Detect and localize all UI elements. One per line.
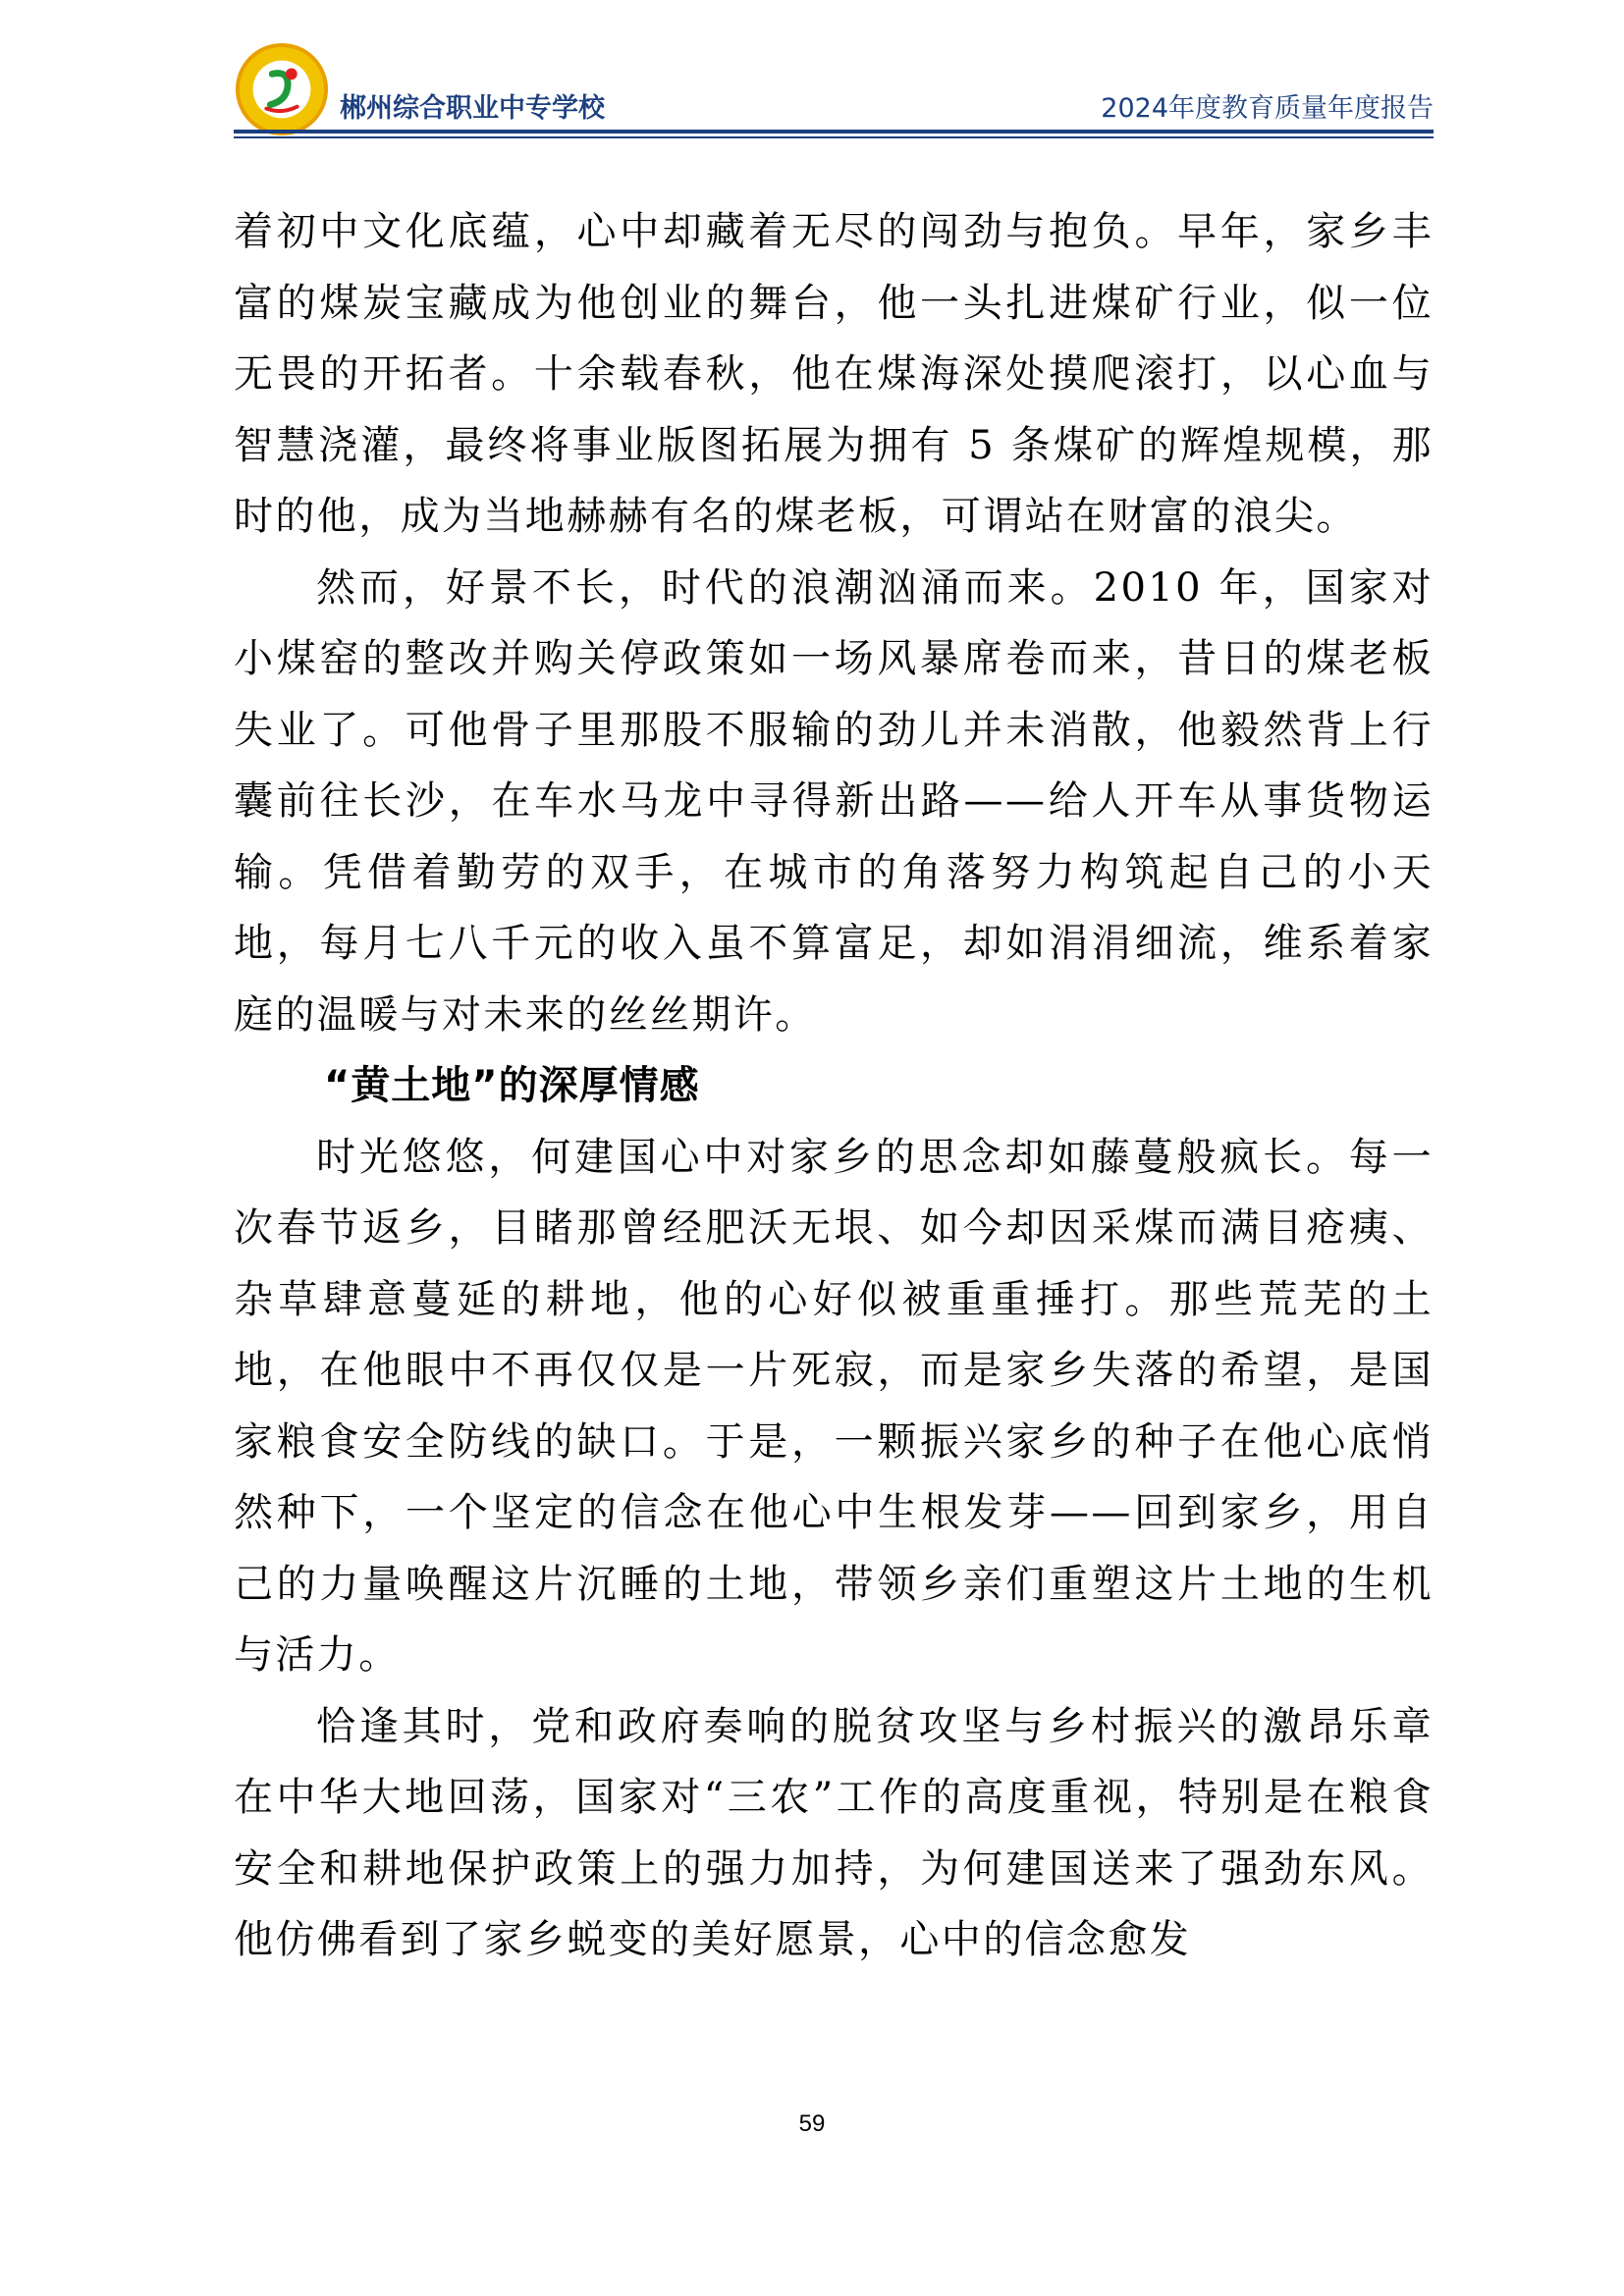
school-name: 郴州综合职业中专学校 xyxy=(340,93,605,124)
section-subheading: “黄土地”的深厚情感 xyxy=(324,1063,700,1108)
paragraph-3: 时光悠悠，何建国心中对家乡的思念却如藤蔓般疯长。每一次春节返乡，目睹那曾经肥沃无垠、如今却因采煤而满目疮痍、杂草肆意蔓延的耕地，他的心好似被重重捶打。那些荒芜的土地，在他眼中不再仅仅是一片死寂，而是家乡失落的希望，是国家粮食安全防线的缺口。于是，一颗振兴家乡的种子在他心底悄然种下，一个坚定的信念在他心中生根发芽——回到家乡，用自己的力量唤醒这片沉睡的土地，带领乡亲们重塑这片土地的生机与活力。 xyxy=(234,1134,1434,1678)
paragraph-1: 着初中文化底蕴，心中却藏着无尽的闯劲与抱负。早年，家乡丰富的煤炭宝藏成为他创业的舞台，他一头扎进煤矿行业，似一位无畏的开拓者。十余载春秋，他在煤海深处摸爬滚打，以心血与智慧浇灌，最终将事业版图拓展为拥有 5 条煤矿的辉煌规模，那时的他，成为当地赫赫有名的煤老板，可谓站在财富的浪尖。 xyxy=(234,209,1434,539)
body-text xyxy=(234,196,1434,1976)
paragraph-4: 恰逢其时，党和政府奏响的脱贫攻坚与乡村振兴的激昂乐章在中华大地回荡，国家对“三农”工作的高度重视，特别是在粮食安全和耕地保护政策上的强力加持，为何建国送来了强劲东风。他仿佛看到了家乡蜕变的美好愿景，心中的信念愈发 xyxy=(234,1703,1434,1962)
paragraph-2: 然而，好景不长，时代的浪潮汹涌而来。2010 年，国家对小煤窑的整改并购关停政策如一场风暴席卷而来，昔日的煤老板失业了。可他骨子里那股不服输的劲儿并未消散，他毅然背上行囊前往长沙，在车水马龙中寻得新出路——给人开车从事货物运输。凭借着勤劳的双手，在城市的角落努力构筑起自己的小天地，每月七八千元的收入虽不算富足，却如涓涓细流，维系着家庭的温暖与对未来的丝丝期许。 xyxy=(234,564,1434,1038)
page-number: 59 xyxy=(798,2110,826,2137)
page-header xyxy=(234,29,1434,137)
report-title: 2024年度教育质量年度报告 xyxy=(1101,93,1434,124)
school-logo-icon xyxy=(234,41,330,137)
header-rule-thin xyxy=(234,136,1434,138)
header-rule-thick xyxy=(234,130,1434,133)
